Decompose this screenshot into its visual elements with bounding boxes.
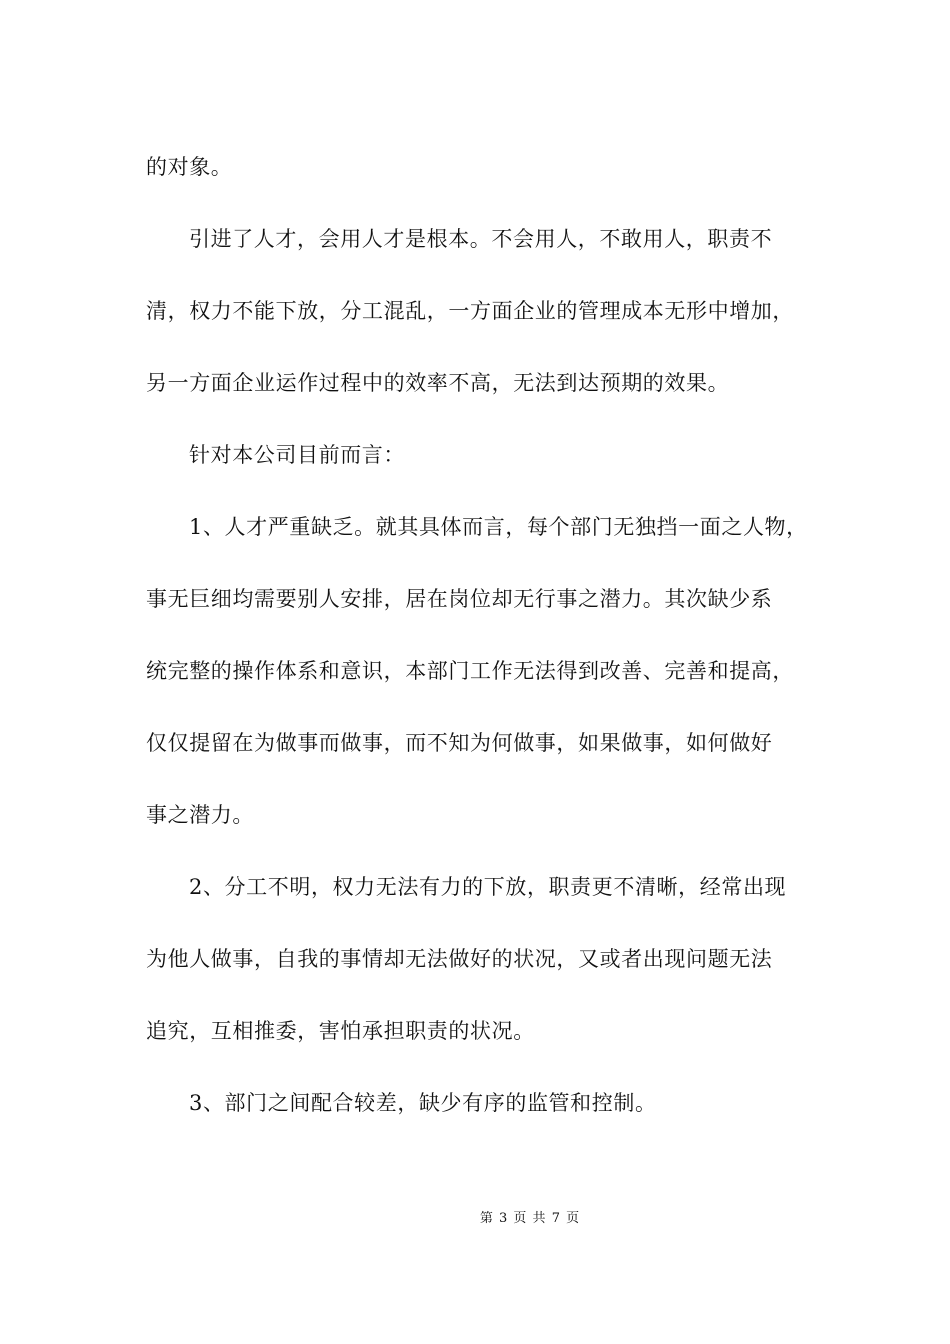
body-text [146,131,816,1139]
page-number-footer: 第 3 页 共 7 页 [479,1211,581,1226]
text-line: 追究，互相推委，害怕承担职责的状况。 [146,1019,535,1043]
text-line: 的对象。 [146,155,233,179]
text-line: 2、分工不明，权力无法有力的下放，职责更不清晰，经常出现 [189,875,787,899]
text-line: 为他人做事，自我的事情却无法做好的状况，又或者出现问题无法 [146,947,773,971]
text-line: 针对本公司目前而言： [189,443,405,467]
text-line: 引进了人才，会用人才是根本。不会用人，不敢用人，职责不 [189,227,773,251]
text-line: 3、部门之间配合较差，缺少有序的监管和控制。 [189,1091,657,1115]
text-line: 统完整的操作体系和意识，本部门工作无法得到改善、完善和提高， [146,659,794,683]
text-line: 另一方面企业运作过程中的效率不高，无法到达预期的效果。 [146,371,730,395]
text-line: 1、人才严重缺乏。就其具体而言，每个部门无独挡一面之人物， [189,515,808,539]
text-line: 清，权力不能下放，分工混乱，一方面企业的管理成本无形中增加， [146,299,794,323]
text-line: 仅仅提留在为做事而做事，而不知为何做事，如果做事，如何做好 [146,731,773,755]
text-line: 事无巨细均需要别人安排，居在岗位却无行事之潜力。其次缺少系 [146,587,773,611]
text-line: 事之潜力。 [146,803,254,827]
